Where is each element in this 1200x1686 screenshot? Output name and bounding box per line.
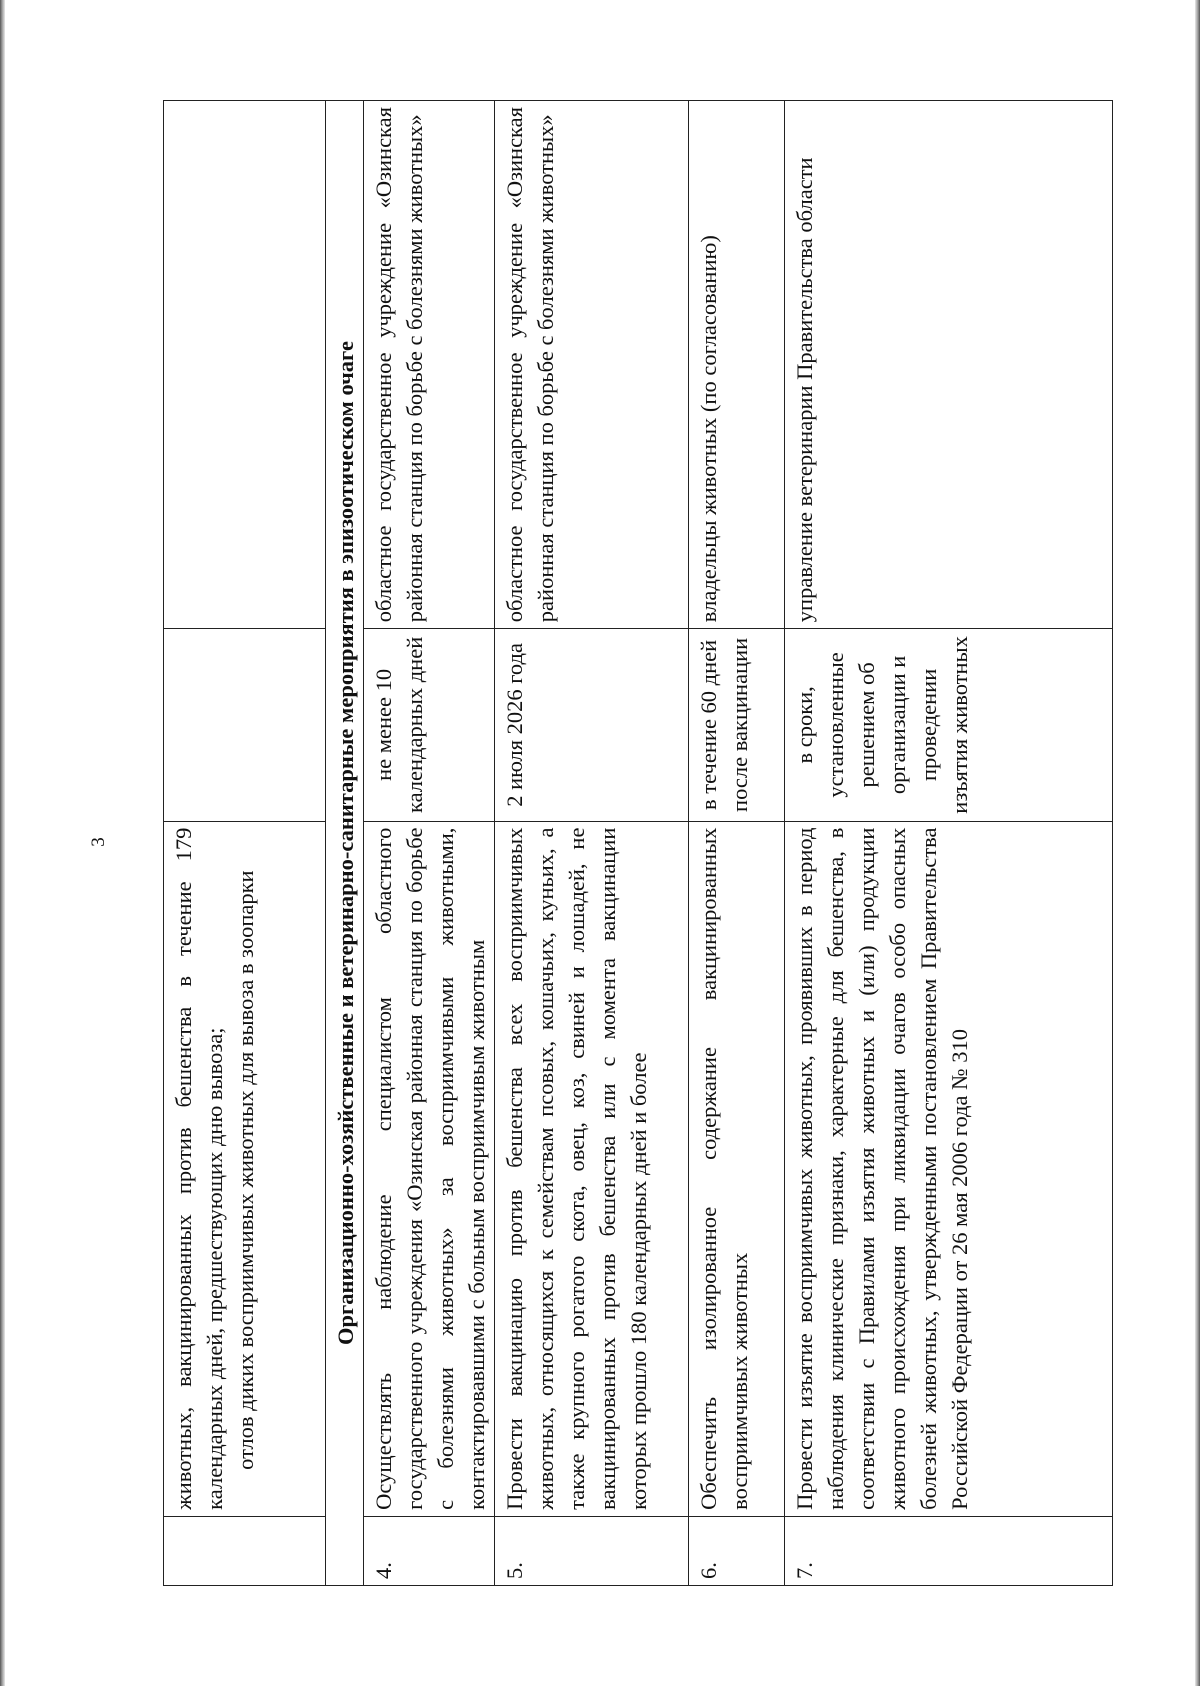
row-number: 7. (785, 1516, 1113, 1585)
row-number: 5. (495, 1516, 689, 1585)
table-row-continuation (164, 101, 326, 1586)
scan-edge-right (1195, 0, 1200, 1686)
row-number: 6. (689, 1516, 785, 1585)
section-heading: Организационно-хозяйственные и ветеринарно-санитарные мероприятия в эпизоотическом очаге (326, 101, 364, 1586)
responsible-cell (164, 101, 326, 629)
term-text: 2 июля 2026 года (495, 629, 689, 821)
rotated-content (163, 100, 1113, 1586)
responsible-text: управление ветеринарии Правительства области (785, 101, 1113, 629)
measure-text: Осуществлять наблюдение специалистом областного государственного учреждения «Озинская районная станция по борьбе с болезнями животных» за восприимчивыми животными, контактировавшими с больным восприимчивым животным (364, 821, 495, 1516)
measure-cell (164, 821, 326, 1516)
term-text: в течение 60 дней после вакцинации (689, 629, 785, 821)
table-row (495, 101, 689, 1586)
measure-text: Провести вакцинацию против бешенства всех восприимчивых животных, относящихся к семействам псовых, кошачьих, куньих, а также крупного рогатого скота, овец, коз, свиней и лошадей, не вакцинированных против бешенства или с момента вакцинации которых прошло 180 календарных дней и более (495, 821, 689, 1516)
row-number: 4. (364, 1516, 495, 1585)
measure-text-line-2: отлов диких восприимчивых животных для вывоза в зоопарки (233, 870, 258, 1470)
measure-text-line-1: животных, вакцинированных против бешенства в течение 179 календарных дней, предшествующих дню вывоза; (171, 827, 227, 1510)
scan-edge-left (0, 0, 5, 1686)
term-text: не менее 10 календарных дней (364, 629, 495, 821)
term-text: в сроки, установленные решением об организации и проведении изъятия животных (785, 629, 1113, 821)
section-heading-row (326, 101, 364, 1586)
measure-text: Обеспечить изолированное содержание вакцинированных восприимчивых животных (689, 821, 785, 1516)
table-row (785, 101, 1113, 1586)
responsible-text: областное государственное учреждение «Озинская районная станция по борьбе с болезнями животных» (495, 101, 689, 629)
measures-table (163, 100, 1113, 1586)
responsible-text: владельцы животных (по согласованию) (689, 101, 785, 629)
page-number: 3 (88, 837, 109, 847)
row-number-cell (164, 1516, 326, 1585)
table-row (364, 101, 495, 1586)
rotated-table-sheet (163, 100, 1113, 1586)
measure-text: Провести изъятие восприимчивых животных, проявивших в период наблюдения клинические признаки, характерные для бешенства, в соответствии с Правилами изъятия животных и (или) продукции животного происхождения при ликвидации очагов особо опасных болезней животных, утвержденными постановлением Правительства Российской Федерации от 26 мая 2006 года № 310 (785, 821, 1113, 1516)
term-cell (164, 629, 326, 821)
responsible-text: областное государственное учреждение «Озинская районная станция по борьбе с болезнями животных» (364, 101, 495, 629)
table-row (689, 101, 785, 1586)
